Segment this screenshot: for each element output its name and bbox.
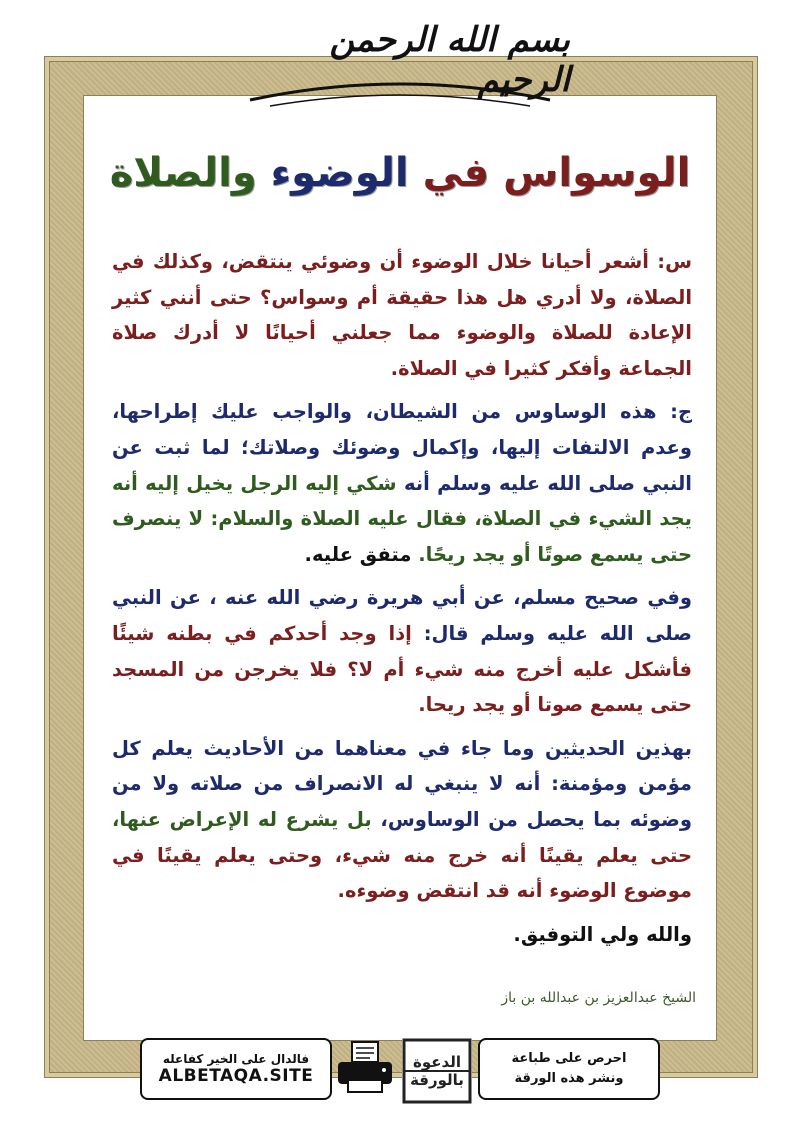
answer-text-1a: هذه الوساوس من الشيطان، والواجب عليك إطراحها، وعدم الالتفات إليها، وإكمال وضوئك وصلاتك؛ لما ثبت عن النبي صلى الله عليه وسلم أنه: [112, 400, 692, 495]
article-body: [112, 244, 692, 952]
author-signature: الشيخ عبدالعزيز بن عبدالله بن باز: [501, 990, 696, 1006]
logo-word-2: بالورقة: [410, 1071, 464, 1089]
answer-prefix: ج:: [670, 400, 692, 424]
title-word-2: في: [422, 150, 490, 196]
answer-paragraph-2: [112, 580, 692, 722]
footer-print-line-1: احرص على طباعة: [511, 1051, 627, 1066]
question-prefix: س:: [657, 250, 693, 273]
printer-icon: [334, 1040, 396, 1096]
answer-text-3b: بل يشرع له الإعراض عنها،: [112, 807, 372, 831]
answer-text-3a: بهذين الحديثين وما جاء في معناهما من الأحاديث يعلم كل مؤمن ومؤمنة: أنه لا ينبغي له الانصراف من صلاته ولا من وضوئه بما يحصل من الوساوس،: [112, 736, 692, 831]
logo-word-1: الدعوة: [413, 1053, 461, 1071]
footer-motto: فالدال على الخير كفاعله: [162, 1052, 310, 1066]
question-paragraph: [112, 244, 692, 386]
title-word-1: الوسواس: [503, 150, 691, 196]
title-word-4: والصلاة: [109, 150, 257, 196]
basmala-text: بسم الله الرحمن الرحيم: [329, 20, 570, 100]
basmala-calligraphy: [230, 8, 570, 112]
hadith-1: شكي إليه الرجل يخيل إليه أنه يجد الشيء في الصلاة، فقال عليه الصلاة والسلام: لا ينصرف حتى يسمع صوتًا أو يجد ريحًا.: [112, 471, 692, 566]
dawah-logo: [402, 1038, 472, 1104]
answer-paragraph-3: [112, 731, 692, 909]
question-text: أشعر أحيانا خلال الوضوء أن وضوئي ينتقض، وكذلك في الصلاة، ولا أدري هل هذا حقيقة أم وسواس؟ حتى أنني كثير الإعادة للصلاة والوضوء مما جعلني أحيانًا لا أدرك صلاة الجماعة وأفكر كثيرا في الصلاة.: [112, 250, 692, 380]
closing-line: والله ولي التوفيق.: [513, 922, 692, 946]
answer-paragraph-1: [112, 394, 692, 572]
hadith-1-source: متفق عليه.: [304, 542, 412, 566]
footer-website: ALBETAQA.SITE: [158, 1066, 314, 1086]
answer-text-2a: وفي صحيح مسلم، عن أبي هريرة رضي الله عنه ، عن النبي صلى الله عليه وسلم قال:: [112, 586, 693, 645]
footer: [140, 1038, 660, 1106]
hadith-2: إذا وجد أحدكم في بطنه شيئًا فأشكل عليه أخرج منه شيء أم لا؟ فلا يخرجن من المسجد حتى يسمع صوتا أو يجد ريحا.: [112, 621, 692, 717]
footer-print-line-2: ونشر هذه الورقة: [514, 1071, 624, 1086]
answer-text-3c: حتى يعلم يقينًا أنه خرج منه شيء، وحتى يعلم يقينًا في موضوع الوضوء أنه قد انتقض وضوءه.: [112, 843, 692, 903]
footer-website-box: [140, 1038, 332, 1100]
title-word-3: الوضوء: [270, 150, 409, 196]
footer-print-box: [478, 1038, 660, 1100]
page-title: [100, 150, 700, 210]
